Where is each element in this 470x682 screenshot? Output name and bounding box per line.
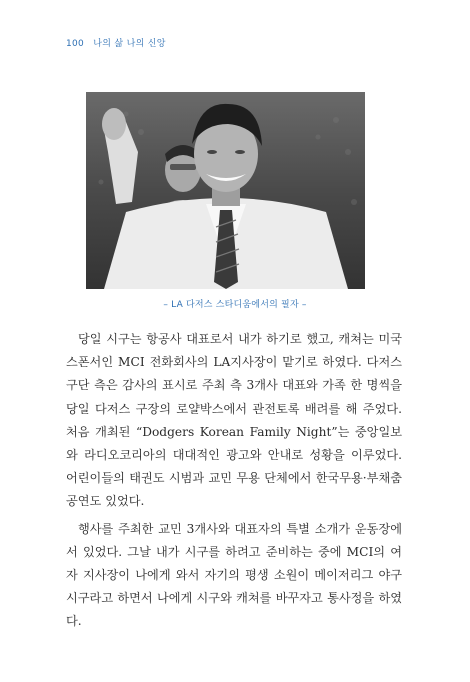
- book-title: 나의 삶 나의 신앙: [93, 39, 166, 49]
- paragraph: 행사를 주최한 교민 3개사와 대표자의 특별 소개가 운동장에서 있었다. 그날 내가 시구를 하려고 준비하는 중에 MCI의 여자 지사장이 나에게 와서 자기의 평생 소원이 메이저리그 야구 시구라고 하면서 나에게 시구와 캐쳐를 바꾸자고 통사정을 하였다.: [66, 521, 402, 629]
- body-text: [66, 328, 402, 634]
- page-number: 100: [66, 39, 85, 49]
- paragraph: 당일 시구는 항공사 대표로서 내가 하기로 했고, 캐쳐는 미국 스폰서인 MCI 전화회사의 LA지사장이 맡기로 하였다. 다저스 구단 측은 감사의 표시로 주최 측 3개사 대표와 가족 한 명씩을 당일 다저스 구장의 로얄박스에서 관전토록 배려를 해 주었다. 처음 개최된 “Dodgers Korean Family Night”는 중앙일보와 라디오코리아의 대대적인 광고와 안내로 성황을 이루었다. 어린이들의 태권도 시범과 교민 무용 단체에서 한국무용·부채춤 공연도 있었다.: [66, 332, 402, 509]
- photo-caption: – LA 다저스 스타디움에서의 필자 –: [163, 300, 307, 310]
- photo-illustration: [86, 92, 365, 289]
- running-header: [66, 36, 166, 49]
- photo-stadium: [86, 92, 365, 289]
